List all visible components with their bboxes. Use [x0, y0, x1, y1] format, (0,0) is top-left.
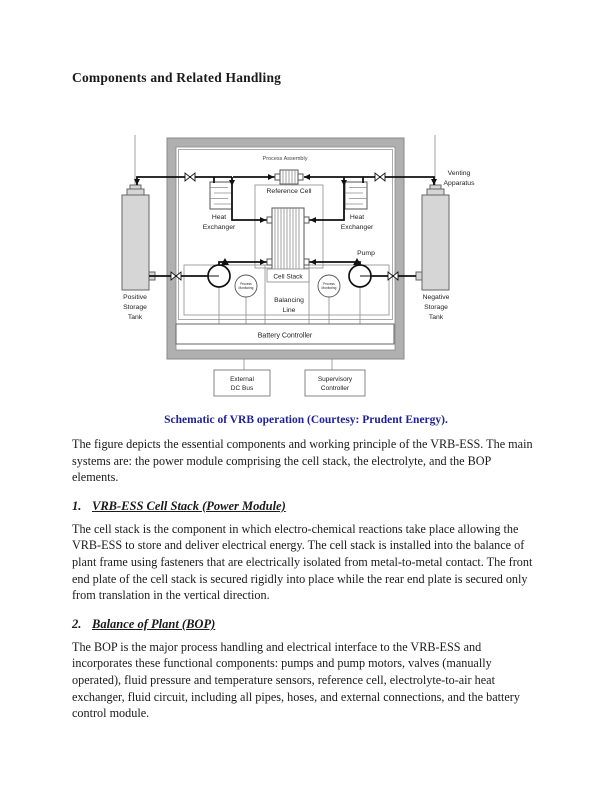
svg-text:Monitoring: Monitoring [238, 286, 254, 290]
section-1-number: 1. [72, 498, 82, 513]
balancing-line-label [270, 294, 308, 314]
section-1-title: VRB-ESS Cell Stack (Power Module) [92, 498, 286, 513]
intro-paragraph: The figure depicts the essential components and working principle of the VRB-ESS. The main systems are: the power module comprising the cell stack, the electrolyte, and the BOP elements. [72, 437, 533, 485]
svg-text:Exchanger: Exchanger [340, 224, 374, 231]
section-1-paragraph: The cell stack is the component in which electro-chemical reactions take place allowing the VRB-ESS to store and deliver electrical energy. The cell stack is installed into the balance of plant frame using fasteners that are electrically isolated from metal-to-metal contact. The front end plate of the cell stack is secured rigidly into place while the rear end plate is secured only from translation in the vertical direction. [72, 521, 533, 603]
svg-text:External: External [230, 376, 254, 383]
svg-text:DC Bus: DC Bus [230, 385, 254, 392]
reference-cell-label: Reference Cell [266, 188, 312, 195]
process-assembly-label: Process Assembly [262, 156, 308, 162]
section-1-heading [72, 499, 540, 514]
section-2-number: 2. [72, 616, 82, 631]
process-monitoring-left [235, 275, 257, 297]
external-connections [244, 359, 332, 370]
vrb-schematic-diagram [102, 132, 502, 407]
heat-exchanger-left [210, 182, 232, 209]
venting-apparatus-label [444, 170, 476, 187]
external-dc-bus [214, 370, 270, 396]
svg-text:Tank: Tank [428, 314, 444, 321]
positive-storage-tank [122, 185, 155, 290]
vrb-schematic-figure [72, 132, 540, 427]
svg-text:Line: Line [282, 307, 296, 314]
svg-text:Exchanger: Exchanger [202, 224, 236, 231]
section-2-heading [72, 617, 540, 632]
negative-tank-label [423, 294, 450, 321]
figure-caption: Schematic of VRB operation (Courtesy: Prudent Energy). [164, 414, 448, 426]
svg-text:Controller: Controller [320, 385, 350, 392]
svg-text:Process: Process [323, 282, 335, 286]
battery-controller [176, 324, 394, 344]
pump-left [208, 265, 230, 287]
heat-exchanger-right [345, 182, 367, 209]
svg-text:Monitoring: Monitoring [321, 286, 337, 290]
svg-text:Balancing: Balancing [274, 297, 304, 304]
section-2-title: Balance of Plant (BOP) [92, 616, 216, 631]
svg-text:Process: Process [240, 282, 252, 286]
supervisory-controller [305, 370, 365, 396]
section-2-paragraph: The BOP is the major process handling and electrical interface to the VRB-ESS and incorporates these functional components: pumps and pump motors, valves (manually operated), fluid pressure and temperature sensors, reference cell, electrolyte-to-air heat exchanger, fluid circuit, including all pipes, hoses, and external connections, and the battery control module. [72, 639, 520, 721]
page-title: Components and Related Handling [72, 70, 282, 85]
pump-right [349, 265, 371, 287]
svg-text:Supervisory: Supervisory [317, 376, 353, 383]
svg-text:Negative: Negative [422, 294, 450, 301]
pump-label: Pump [357, 250, 375, 257]
svg-text:Tank: Tank [127, 314, 143, 321]
svg-text:Storage: Storage [123, 304, 147, 311]
svg-text:Heat: Heat [349, 214, 365, 221]
positive-tank-label [123, 294, 147, 321]
svg-text:Positive: Positive [123, 294, 147, 301]
svg-text:Venting: Venting [447, 170, 471, 177]
svg-text:Battery Controller: Battery Controller [257, 332, 313, 340]
cell-stack [267, 208, 309, 282]
svg-text:Storage: Storage [424, 304, 448, 311]
process-monitoring-right [318, 275, 340, 297]
negative-storage-tank [416, 185, 449, 290]
cell-stack-label: Cell Stack [273, 273, 303, 281]
svg-text:Apparatus: Apparatus [443, 180, 475, 187]
svg-text:Heat: Heat [211, 214, 227, 221]
